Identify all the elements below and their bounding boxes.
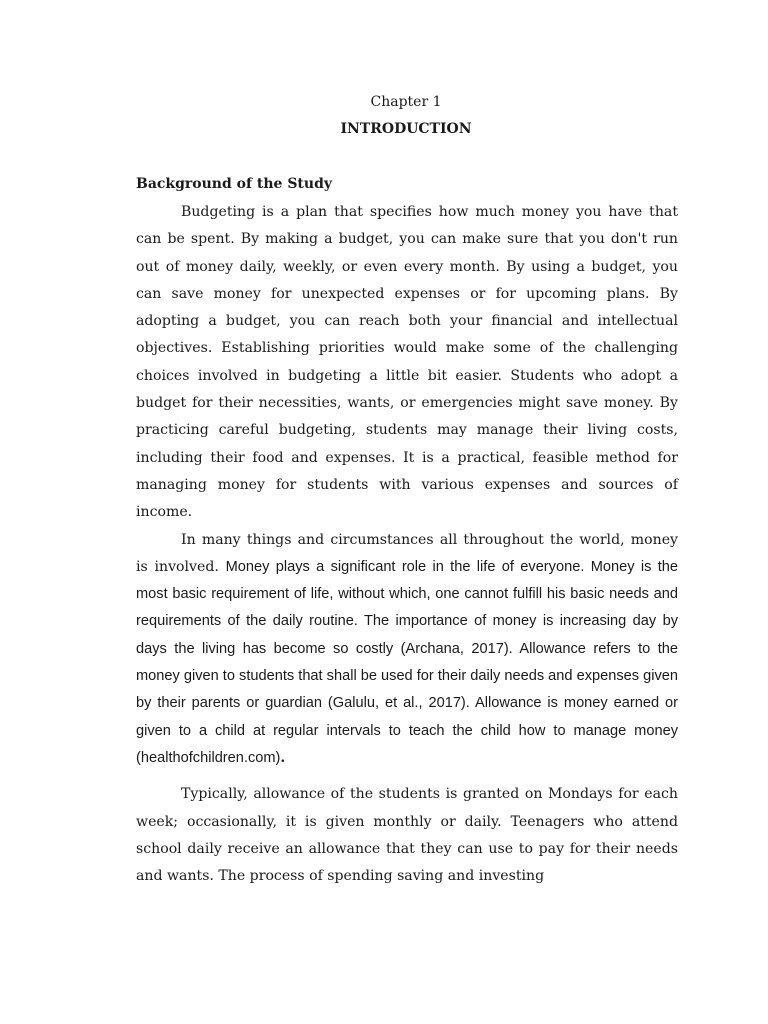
paragraph-money-serif-text: In many things and circumstances all throughout the world, money is involved. [136, 531, 678, 575]
paragraph-money-sans-text: Money plays a significant role in the life of everyone. Money is the most basic requirement of life, without which, one cannot fulfill his basic needs and requirements of the daily routine. The importance of money is increasing day by days the living has become so costly (Archana, 2017). Allowance refers to the money given to students that shall be used for their daily needs and expenses given by their parents or guardian (Galulu, et al., 2017). Allowance is money earned or given to a child at regular intervals to teach the child how to manage money (healthofchildren.com) [136, 558, 678, 766]
chapter-title: INTRODUCTION [340, 121, 472, 137]
section-heading: Background of the Study [136, 176, 332, 192]
paragraph-budgeting: Budgeting is a plan that specifies how much money you have that can be spent. By making a budget, you can make sure that you don't run out of money daily, weekly, or even every month. By using a budget, you can save money for unexpected expenses or for upcoming plans. By adopting a budget, you can reach both your financial and intellectual objectives. Establishing priorities would make some of the challenging choices involved in budgeting a little bit easier. Students who adopt a budget for their necessities, wants, or emergencies might save money. By practicing careful budgeting, students may manage their living costs, including their food and expenses. It is a practical, feasible method for managing money for students with various expenses and sources of income. [136, 204, 678, 521]
paragraph-money-end-period: . [280, 749, 286, 766]
paragraph-money [136, 527, 678, 773]
body-text [136, 199, 678, 890]
chapter-label: Chapter 1 [370, 94, 442, 110]
paragraph-allowance: Typically, allowance of the students is granted on Mondays for each week; occasionally, it is given monthly or daily. Teenagers who attend school daily receive an allowance that they can use to pay for their needs and wants. The process of spending saving and investing [136, 786, 678, 885]
